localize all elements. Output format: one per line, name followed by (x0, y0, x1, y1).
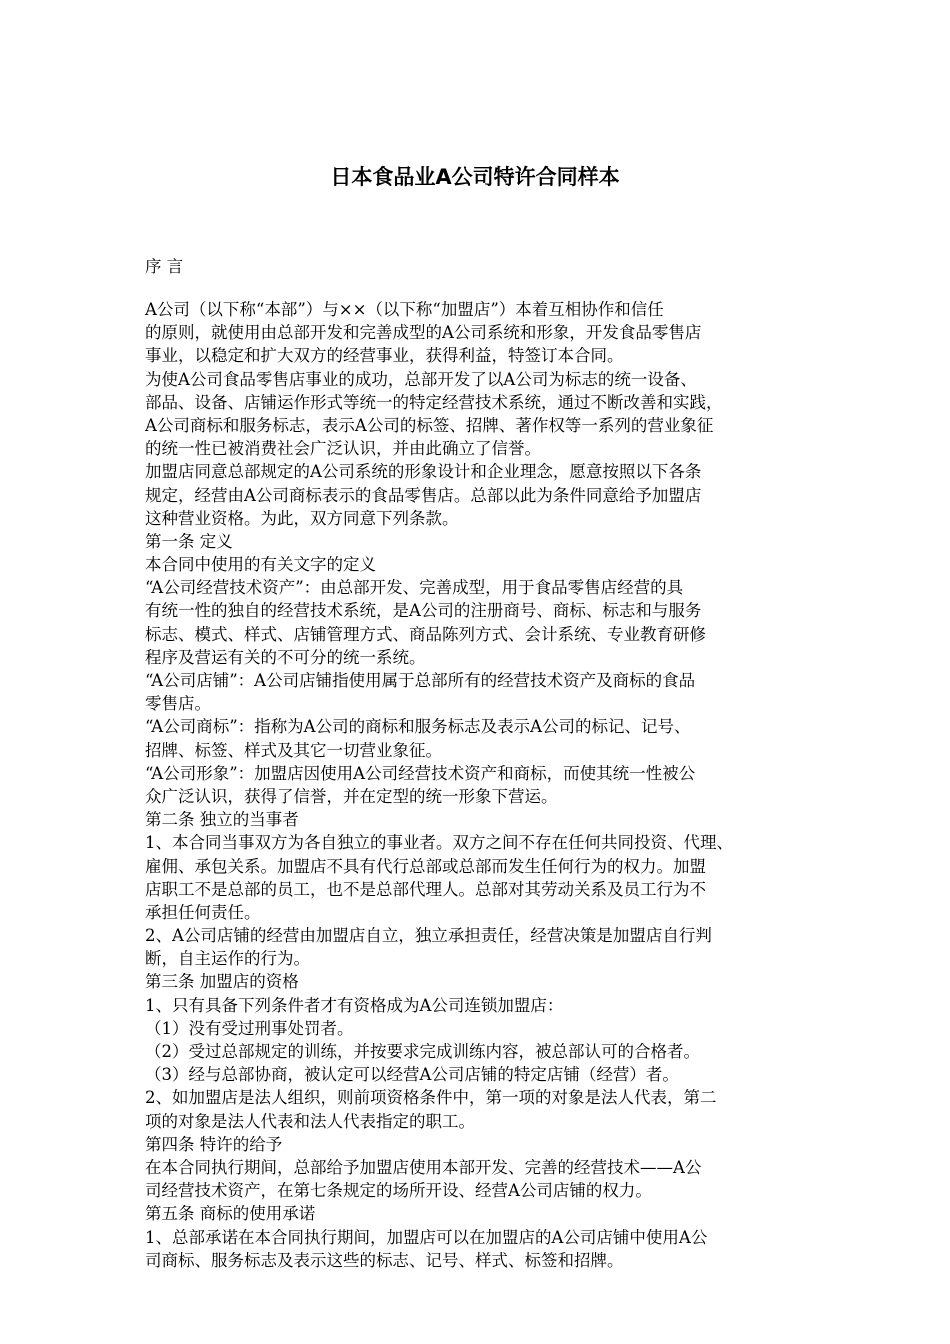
preface-heading: 序 言 (145, 257, 184, 276)
body-line: 本合同中使用的有关文字的定义 (145, 555, 376, 575)
body-line: “A公司店铺”：A公司店铺指使用属于总部所有的经营技术资产及商标的食品 (145, 671, 696, 690)
body-line: 加盟店同意总部规定的A公司系统的形象设计和企业理念，愿意按照以下各条 (145, 462, 702, 482)
body-line: A公司（以下称“本部”）与××（以下称“加盟店”）本着互相协作和信任 (145, 300, 664, 319)
body-line: 有统一性的独自的经营技术系统，是A公司的注册商号、商标、标志和与服务 (145, 601, 702, 621)
body-line: 为使A公司食品零售店事业的成功，总部开发了以A公司为标志的统一设备、 (145, 369, 697, 389)
body-line: 1、只有具备下列条件者才有资格成为A公司连锁加盟店： (145, 995, 564, 1015)
body-line: 1、总部承诺在本合同执行期间，加盟店可以在加盟店的A公司店铺中使用A公 (145, 1227, 708, 1247)
body-line: 程序及营运有关的不可分的统一系统。 (145, 647, 426, 667)
body-line: 承担任何责任。 (145, 902, 261, 922)
body-line: A公司商标和服务标志，表示A公司的标签、招牌、著作权等一系列的营业象征 (145, 415, 714, 435)
body-line: 在本合同执行期间，总部给予加盟店使用本部开发、完善的经营技术——A公 (145, 1157, 702, 1177)
body-line: 的原则，就使用由总部开发和完善成型的A公司系统和形象，开发食品零售店 (145, 323, 702, 343)
body-line: 店职工不是总部的员工，也不是总部代理人。总部对其劳动关系及员工行为不 (145, 879, 706, 899)
body-line: 第四条 特许的给予 (145, 1134, 283, 1154)
body-line: 标志、模式、样式、店铺管理方式、商品陈列方式、会计系统、专业教育研修 (145, 624, 706, 644)
body-line: 零售店。 (145, 694, 211, 714)
body-line: 招牌、标签、样式及其它一切营业象征。 (145, 740, 442, 760)
body-line: “A公司形象”：加盟店因使用A公司经营技术资产和商标，而使其统一性被公 (145, 763, 696, 783)
body-line: “A公司商标”：指称为A公司的商标和服务标志及表示A公司的标记、记号、 (145, 717, 691, 737)
body-line: 部品、设备、店铺运作形式等统一的特定经营技术系统，通过不断改善和实践， (145, 392, 723, 412)
body-line: 2、A公司店铺的经营由加盟店自立，独立承担责任，经营决策是加盟店自行判 (145, 926, 712, 946)
body-line: 断，自主运作的行为。 (145, 949, 310, 969)
body-line: 第五条 商标的使用承诺 (145, 1204, 316, 1224)
body-line: 第三条 加盟店的资格 (145, 972, 299, 992)
body-line: 司商标、服务标志及表示这些的标志、记号、样式、标签和招牌。 (145, 1250, 624, 1270)
document-body (145, 298, 825, 1272)
body-line: 规定，经营由A公司商标表示的食品零售店。总部以此为条件同意给予加盟店 (145, 485, 702, 505)
body-line: 2、如加盟店是法人组织，则前项资格条件中，第一项的对象是法人代表，第二 (145, 1088, 717, 1108)
body-line: “A公司经营技术资产”：由总部开发、完善成型，用于食品零售店经营的具 (145, 578, 684, 598)
document-title: 日本食品业A公司特许合同样本 (330, 165, 620, 189)
body-line: 雇佣、承包关系。加盟店不具有代行总部或总部而发生任何行为的权力。加盟 (145, 856, 706, 876)
body-line: 这种营业资格。为此，双方同意下列条款。 (145, 508, 459, 528)
body-line: 第二条 独立的当事者 (145, 810, 299, 830)
body-line: 事业，以稳定和扩大双方的经营事业，获得利益，特签订本合同。 (145, 346, 624, 366)
body-line: 第一条 定义 (145, 531, 233, 551)
body-line: （1）没有受过刑事处罚者。 (145, 1018, 354, 1038)
body-line: 司经营技术资产，在第七条规定的场所开设、经营A公司店铺的权力。 (145, 1181, 652, 1201)
body-line: 项的对象是法人代表和法人代表指定的职工。 (145, 1111, 475, 1131)
body-line: （3）经与总部协商，被认定可以经营A公司店铺的特定店铺（经营）者。 (145, 1065, 679, 1085)
body-line: 众广泛认识，获得了信誉，并在定型的统一形象下营运。 (145, 786, 558, 806)
body-line: 1、本合同当事双方为各自独立的事业者。双方之间不存在任何共同投资、代理、 (145, 833, 733, 853)
body-line: （2）受过总部规定的训练，并按要求完成训练内容，被总部认可的合格者。 (145, 1042, 700, 1061)
body-line: 的统一性已被消费社会广泛认识，并由此确立了信誉。 (145, 439, 541, 459)
